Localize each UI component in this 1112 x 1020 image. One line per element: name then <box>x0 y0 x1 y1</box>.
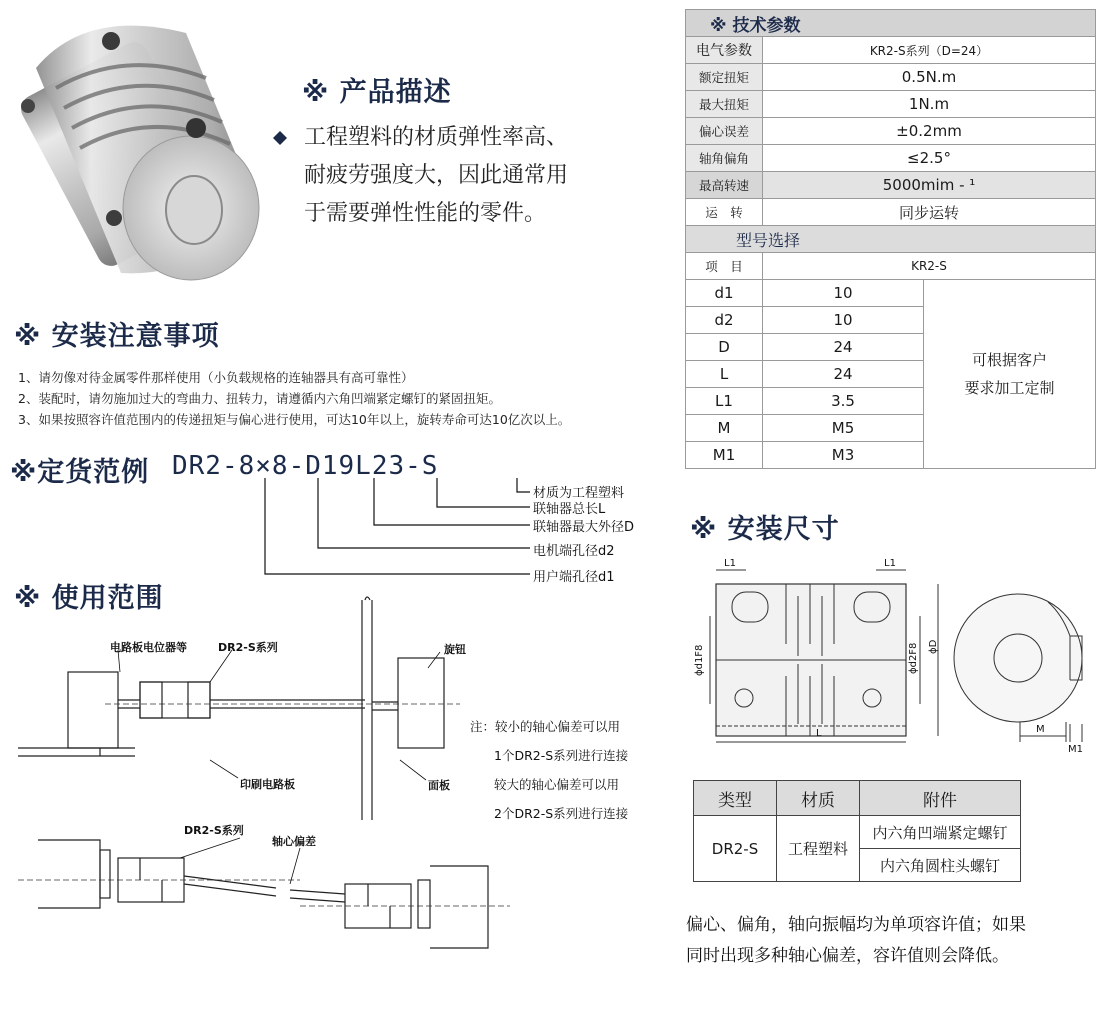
spec-table-title: ※ 技术参数 <box>686 10 1096 37</box>
acc-header-material: 材质 <box>777 781 860 816</box>
bottom-note-line: 同时出现多种轴心偏差，容许值则会降低。 <box>686 946 1009 966</box>
order-label-d1: 用户端孔径d1 <box>533 570 615 585</box>
model-selection-title: 型号选择 <box>686 226 1096 253</box>
custom-note-cell <box>924 280 1096 469</box>
usage-label-pcb: 印刷电路板 <box>240 778 295 791</box>
product-description-title: ※ 产品描述 <box>302 77 452 108</box>
list-item: 2、装配时，请勿施加过大的弯曲力、扭转力，请遵循内六角凹端紧定螺钉的紧固扭矩。 <box>18 391 501 406</box>
dim-label-M: M <box>1036 724 1045 735</box>
order-example-title: ※定货范例 <box>10 457 150 488</box>
order-label-d2: 电机端孔径d2 <box>533 544 615 559</box>
usage-label-pot: 电路板电位器等 <box>110 641 187 654</box>
dim-value: 3.5 <box>763 388 924 415</box>
accessories-table <box>693 780 1021 882</box>
dim-name: D <box>686 334 763 361</box>
item-value: KR2-S <box>763 253 1096 280</box>
dim-value: 10 <box>763 307 924 334</box>
acc-header-attachment: 附件 <box>860 781 1021 816</box>
description-line: 于需要弹性性能的零件。 <box>304 201 547 226</box>
order-label-outer-diameter: 联轴器最大外径D <box>533 520 635 535</box>
usage-note-line: 2个DR2-S系列进行连接 <box>494 806 629 821</box>
dim-label-L1b: L1 <box>884 558 896 569</box>
bottom-note-line: 偏心、偏角，轴向振幅均为单项容许值；如果 <box>686 915 1026 935</box>
usage-label-series-top: DR2-S系列 <box>218 641 278 654</box>
dim-name: L1 <box>686 388 763 415</box>
dim-name: M1 <box>686 442 763 469</box>
usage-notes <box>470 712 628 828</box>
spec-row-value: ≤2.5° <box>763 145 1096 172</box>
dim-label-L1a: L1 <box>724 558 736 569</box>
spec-electric-label: 电气参数 <box>686 37 763 64</box>
usage-note-line: 较大的轴心偏差可以用 <box>494 777 620 792</box>
dim-name: d2 <box>686 307 763 334</box>
order-label-material: 材质为工程塑料 <box>533 486 625 501</box>
spec-row-label: 偏心误差 <box>686 118 763 145</box>
dim-label-d1: ϕd1F8 <box>694 644 705 676</box>
spec-table <box>685 9 1096 469</box>
acc-type: DR2-S <box>694 816 777 882</box>
bottom-note <box>686 910 1026 972</box>
spec-row-value: 1N.m <box>763 91 1096 118</box>
description-line: 工程塑料的材质弹性率高、 <box>304 125 569 150</box>
dim-value: M3 <box>763 442 924 469</box>
order-label-length: 联轴器总长L <box>533 502 606 517</box>
acc-header-type: 类型 <box>694 781 777 816</box>
dim-value: 24 <box>763 361 924 388</box>
dim-label-d2: ϕd2F8 <box>908 642 919 674</box>
dim-label-L: L <box>816 728 822 739</box>
list-item: 1、请勿像对待金属零件那样使用（小负载规格的连轴器具有高可靠性） <box>18 370 414 385</box>
dim-label-D: ϕD <box>928 639 939 654</box>
install-dim-title: ※ 安装尺寸 <box>690 514 840 545</box>
usage-label-series-bottom: DR2-S系列 <box>184 824 244 837</box>
install-dim-drawing <box>686 556 1106 756</box>
usage-note-line: 注：较小的轴心偏差可以用 <box>470 719 621 734</box>
acc-item: 内六角凹端紧定螺钉 <box>860 816 1021 849</box>
spec-row-label: 最高转速 <box>686 172 763 199</box>
list-item: 3、如果按照容许值范围内的传递扭矩与偏心进行使用，可达10年以上，旋转寿命可达10亿次以上。 <box>18 412 571 427</box>
usage-label-offset: 轴心偏差 <box>272 835 316 848</box>
usage-range-title: ※ 使用范围 <box>14 583 164 614</box>
dim-name: L <box>686 361 763 388</box>
dim-value: M5 <box>763 415 924 442</box>
order-code: DR2-8×8-D19L23-S <box>172 451 439 481</box>
install-notes-title: ※ 安装注意事项 <box>14 321 220 352</box>
spec-row-value: 5000mim - ¹ <box>763 172 1096 199</box>
spec-row-value: ±0.2mm <box>763 118 1096 145</box>
spec-electric-value: KR2-S系列（D=24） <box>763 37 1096 64</box>
usage-note-line: 1个DR2-S系列进行连接 <box>494 748 629 763</box>
usage-label-knob: 旋钮 <box>444 643 466 656</box>
spec-row-value: 0.5N.m <box>763 64 1096 91</box>
usage-label-panel: 面板 <box>428 779 450 792</box>
spec-row-label: 运 转 <box>686 199 763 226</box>
custom-note-line: 可根据客户 <box>971 351 1047 369</box>
custom-note-line: 要求加工定制 <box>964 379 1055 397</box>
spec-row-label: 额定扭矩 <box>686 64 763 91</box>
item-label: 项 目 <box>686 253 763 280</box>
spec-row-value: 同步运转 <box>763 199 1096 226</box>
dim-label-M1: M1 <box>1068 744 1083 755</box>
acc-item: 内六角圆柱头螺钉 <box>860 849 1021 882</box>
acc-material: 工程塑料 <box>777 816 860 882</box>
spec-row-label: 最大扭矩 <box>686 91 763 118</box>
dim-name: d1 <box>686 280 763 307</box>
dim-value: 24 <box>763 334 924 361</box>
spec-row-label: 轴角偏角 <box>686 145 763 172</box>
description-line: 耐疲劳强度大，因此通常用 <box>304 163 569 188</box>
dim-name: M <box>686 415 763 442</box>
dim-value: 10 <box>763 280 924 307</box>
